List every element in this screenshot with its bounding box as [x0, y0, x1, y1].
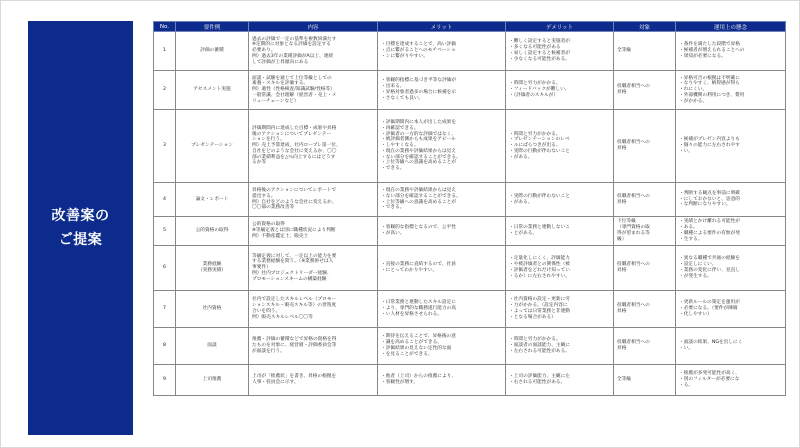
bullet-item: ・ れにくい。: [679, 87, 782, 93]
cell-text: 公的資格の取得: [195, 228, 229, 234]
bullet-item: ・ 他者（上司）からの推薦により、: [381, 374, 502, 380]
bullet-item: ・ 更新ルールの策定を運用が: [679, 300, 782, 306]
bullet-item: ・ ある。: [679, 225, 782, 231]
bullet-item: ・ 上位等級への意識を高めることが: [381, 200, 502, 206]
header-target: 対象: [614, 22, 676, 32]
cell-concern: [676, 246, 786, 291]
cell-target: [614, 217, 676, 246]
bullet-item: ・ より、専門的な職務遂行能力の高: [381, 306, 502, 312]
cell-concern: [676, 110, 786, 183]
bullet-item: ・ を見ることができる。: [381, 352, 502, 358]
proposal-table: [153, 21, 786, 396]
cell-line: 例）不動産鑑定士、販売士: [252, 233, 309, 239]
proposal-table-wrapper: [153, 21, 785, 435]
side-title-line-1: 改善案の: [51, 208, 110, 224]
bullet-item: ・ 客観性が増す。: [381, 380, 502, 386]
cell-line: 上司が「推薦状」を書き、昇格の根拠を: [252, 374, 337, 380]
cell-line: るか等: [252, 160, 267, 166]
table-row: [154, 32, 786, 71]
cell-line: 面談・試験を通じて上位等級としての: [252, 75, 332, 81]
header-concern: 運用上の懸念: [676, 22, 786, 32]
bullet-item: ・ がある。: [509, 200, 610, 206]
bullet-item: ・ 化しやすい）: [679, 312, 782, 318]
cell-text: 全等級: [617, 48, 632, 54]
bullet-item: ・ 時間と労力がかかる。: [509, 81, 610, 87]
cell-content: [249, 291, 378, 328]
cell-line: 等級定義に対して、一定以上の能力を要: [252, 253, 337, 259]
cell-target: [614, 32, 676, 71]
bullet-item: ・ （評価者のスキルが）: [509, 93, 610, 99]
cell-merit: [378, 183, 506, 217]
cell-content: [249, 365, 378, 396]
cell-line: 必要あり。: [252, 48, 276, 54]
cell-target: [614, 110, 676, 183]
bullet-item: ・ 実際の行動が伴わないこと: [509, 149, 610, 155]
table-row: [154, 217, 786, 246]
cell-concern: [676, 217, 786, 246]
bullet-item: ・ フィードバックが難しい。: [509, 87, 610, 93]
cell-target: [614, 183, 676, 217]
bullet-item: ・ 現在の業務や評価結果からは見え: [381, 188, 502, 194]
bullet-item: ・ なりやすく、納得感が得ら: [679, 81, 782, 87]
bullet-item: ・ 推薦が多発可能性が高く、: [679, 371, 782, 377]
table-row: [154, 246, 786, 291]
cell-line: して評価が上昇傾向にある: [252, 59, 309, 65]
cell-no: 7: [154, 291, 176, 328]
table-row: [154, 365, 786, 396]
cell-demerit: [506, 328, 614, 365]
bullet-item: ・ できる。: [381, 166, 502, 172]
cell-text: 論文・レポート: [195, 196, 229, 202]
bullet-item: ・ 面談者の面談能力、主観に: [509, 343, 610, 349]
bullet-item: ・ 難しく設定すると実施者が: [509, 39, 610, 45]
bullet-item: ・ さなくても良い。: [381, 96, 502, 102]
cell-line: ※定期的に対象となる評価を設定する: [252, 42, 331, 48]
header-item: 要件例: [176, 22, 249, 32]
cell-text: アセスメント実施: [193, 87, 231, 93]
cell-text: 面談: [207, 343, 217, 349]
cell-no: 3: [154, 110, 176, 183]
bullet-item: ・ い人材を昇格させられる。: [381, 312, 502, 318]
bullet-item: ・ が発生する。: [679, 274, 782, 280]
bullet-item: ・ 上位等級への意識を高めることが: [381, 160, 502, 166]
cell-line: する業務経験を問う。（※業務併せは人: [252, 259, 334, 265]
cell-line: 公的資格の取得: [252, 222, 285, 228]
bullet-item: ・ 判断する観点を事前に明確: [679, 191, 782, 197]
bullet-item: ・ い。: [679, 346, 782, 352]
bullet-item: ・ な判断になりやすい。: [679, 202, 782, 208]
cell-line: 例）自社をどのような会社に変えるか、: [252, 199, 337, 205]
cell-line: 例）適性（性格検査/知識試験/性格等）: [252, 87, 335, 93]
bullet-item: ・ 評価者をどれだけ知ってい: [509, 268, 610, 274]
cell-merit: [378, 291, 506, 328]
cell-demerit: [506, 246, 614, 291]
cell-item: [176, 110, 249, 183]
cell-item: [176, 183, 249, 217]
cell-text: 役職者相当への 昇格: [617, 84, 650, 95]
bullet-item: ・ 出来る。: [381, 84, 502, 90]
bullet-item: ・ 評価結果の見えない定性的な面: [381, 346, 502, 352]
cell-line: 例）過去3年の業績評価がA以上、連続: [252, 53, 334, 59]
cell-text: 役職者相当への 昇格: [617, 303, 650, 314]
cell-text: プレゼンテーション: [191, 143, 233, 149]
cell-line: 合いを問う。: [252, 309, 281, 314]
bullet-item: ・ にしておかないと、恣意的: [679, 197, 782, 203]
bullet-item: ・ 業務の変化に伴い、見直し: [679, 268, 782, 274]
cell-line: 事要件）: [252, 265, 271, 271]
bullet-item: ・ 識を高めることができる。: [381, 340, 502, 346]
cell-item: [176, 217, 249, 246]
cell-text: 社内資格: [202, 306, 222, 312]
bullet-item: ・ 時間と労力がかかる。: [509, 337, 610, 343]
bullet-item: ・ 候補がプレゼン内容よりも: [679, 137, 782, 143]
cell-target: [614, 246, 676, 291]
bullet-item: ・ 再確認できる。: [381, 126, 502, 132]
bullet-item: ・ ない部分を確認することができる。: [381, 155, 502, 161]
header-merit: メリット: [378, 22, 506, 32]
cell-concern: [676, 365, 786, 396]
table-row: [154, 328, 786, 365]
bullet-item: ・ がある。: [509, 155, 610, 161]
table-body: [154, 32, 786, 396]
bullet-item: ・ るか）に左右されやすい。: [509, 274, 610, 280]
cell-text: 役職者相当への 昇格: [617, 262, 650, 273]
bullet-item: ・ できる。: [381, 205, 502, 211]
header-no: No.: [154, 22, 176, 32]
cell-concern: [676, 32, 786, 71]
cell-no: 9: [154, 365, 176, 396]
cell-demerit: [506, 110, 614, 183]
bullet-item: ・ 易しく設定すると候補者が: [509, 51, 610, 57]
table-row: [154, 110, 786, 183]
cell-content: [249, 183, 378, 217]
bullet-item: ・ 点に繋がることへのモチベーショ: [381, 48, 502, 54]
cell-content: [249, 110, 378, 183]
cell-line: 素養・スキルを評価する。: [252, 81, 309, 87]
cell-item: [176, 328, 249, 365]
cell-item: [176, 246, 249, 291]
bullet-item: ・ 社内資格の設定・更新に労: [509, 297, 610, 303]
cell-target: [614, 365, 676, 396]
cell-no: 6: [154, 246, 176, 291]
cell-line: プロモーションスキームの構築経験: [252, 276, 327, 282]
cell-text: 役職者相当への 昇格: [617, 140, 650, 151]
cell-content: [249, 217, 378, 246]
cell-text: 評価の蓄積: [200, 48, 224, 54]
bullet-item: ・ となる場合がある）: [509, 315, 610, 321]
bullet-item: ・ 実績とかけ離れる可能性が: [679, 219, 782, 225]
bullet-item: ・ 設定しにくい。: [679, 262, 782, 268]
cell-line: 過去の評価で一定の基準を複数回満たす: [252, 36, 337, 42]
cell-line: ションスキル・販売スキル等）の習熟度: [252, 303, 337, 309]
bullet-item: ・ 左右される可能性がある。: [509, 349, 610, 355]
cell-text: 上司推薦: [202, 377, 222, 383]
cell-demerit: [506, 183, 614, 217]
bullet-item: ・ 必要になる。（要件が陳腐: [679, 306, 782, 312]
table-row: [154, 183, 786, 217]
cell-demerit: [506, 32, 614, 71]
cell-line: 後のアクションについてプレゼンテー: [252, 131, 332, 137]
bullet-item: ・ よっては日常業務と非連動: [509, 309, 610, 315]
cell-text: 役職者相当への 昇格: [617, 193, 650, 205]
bullet-item: ・ 生する。: [679, 237, 782, 243]
cell-concern: [676, 291, 786, 328]
cell-line: 自社をどのような会社に変えるか、〇〇: [252, 148, 337, 154]
cell-merit: [378, 365, 506, 396]
bullet-item: ・ 昇格対象者過多の場合に候補を示: [381, 90, 502, 96]
table-row: [154, 291, 786, 328]
bullet-item: ・ 候補者が増えられることへの: [679, 48, 782, 54]
cell-target: [614, 291, 676, 328]
bullet-item: ・ 被評価者側からも成果をアピール: [381, 137, 502, 143]
cell-line: 社内で設定したスキルレベル（プロモー: [252, 297, 337, 303]
cell-no: 1: [154, 32, 176, 71]
cell-item: [176, 32, 249, 71]
cell-target: [614, 71, 676, 110]
cell-item: [176, 365, 249, 396]
bullet-item: ・ 日常の業務と連動しないこ: [509, 225, 610, 231]
cell-line: ※等級定義とは別に職種状況により判断: [252, 228, 336, 234]
bullet-item: ・ 外部機関の利用につき、費用: [679, 93, 782, 99]
bullet-item: ・ 日常業務と連動したスキル設定に: [381, 300, 502, 306]
cell-merit: [378, 217, 506, 246]
cell-no: 8: [154, 328, 176, 365]
bullet-item: ・ 評価期間内に本人が出した成果を: [381, 120, 502, 126]
cell-demerit: [506, 365, 614, 396]
bullet-item: ・ ルにばらつきが出る。: [509, 143, 610, 149]
bullet-item: ・ 条件を満たした段階で昇格: [679, 42, 782, 48]
cell-line: 例）売上予算達成、社内ロープレ第一位、: [252, 143, 341, 149]
bullet-item: ・ 評価者の一方的な評価ではなく、: [381, 132, 502, 138]
bullet-item: ・ ない部分を確認することができる。: [381, 194, 502, 200]
bullet-item: ・ 上司の評価能力、主観に左: [509, 374, 610, 380]
cell-line: 推薦・評価の蓄積などで昇格の資格を得: [252, 337, 337, 343]
cell-merit: [378, 246, 506, 291]
bullet-item: ・ 昇格可否の根拠は不明確に: [679, 76, 782, 82]
bullet-item: ・ プレゼンテーションのレベ: [509, 137, 610, 143]
bullet-item: ・ 期待を伝えることで、昇格後の意: [381, 334, 502, 340]
bullet-item: ・ 職種による要件の有無が発: [679, 231, 782, 237]
bullet-item: ・ 客観的指標に基づき平等な評価が: [381, 78, 502, 84]
cell-line: 例）販売スキルレベル〇〇等: [252, 314, 313, 320]
bullet-item: ・ にとってわかりやすい。: [381, 268, 502, 274]
cell-concern: [676, 328, 786, 365]
bullet-item: ・ や被評価者との関係性（被: [509, 262, 610, 268]
bullet-item: ・ 時間と労力がかかる。: [509, 132, 610, 138]
cell-text: 役職者相当への 昇格: [617, 340, 650, 351]
bullet-item: ・ 定量化しにくく、評価能力: [509, 256, 610, 262]
bullet-item: ・ る。: [679, 383, 782, 389]
cell-merit: [378, 110, 506, 183]
cell-item: [176, 71, 249, 110]
table-header-row: [154, 22, 786, 32]
bullet-item: ・ 客観的な指標となるので、公平性: [381, 225, 502, 231]
cell-concern: [676, 183, 786, 217]
cell-text: 全等級: [617, 377, 632, 383]
bullet-item: ・ がかかる。: [679, 99, 782, 105]
bullet-item: ・ 周知が必要になる。: [679, 54, 782, 60]
side-title-panel: [28, 21, 133, 435]
cell-content: [249, 328, 378, 365]
bullet-item: ・ しやすくなる。: [381, 143, 502, 149]
bullet-item: ・ い。: [679, 149, 782, 155]
cell-no: 4: [154, 183, 176, 217]
bullet-item: ・ 右される可能性がある。: [509, 380, 610, 386]
cell-text: 下位等級 （専門資格の取 得が望まれる等 級）: [617, 219, 650, 242]
bullet-item: ・ 面談の結果、NGを出しにく: [679, 340, 782, 346]
bullet-item: ・ 別のフィルターが必要にな: [679, 377, 782, 383]
side-title-line-2: ご提案: [58, 232, 103, 248]
cell-text: 業務経験 （実務実績）: [197, 262, 227, 273]
cell-line: 昇格後のアクションについてレポートで: [252, 187, 337, 193]
cell-merit: [378, 328, 506, 365]
bullet-item: ・ 現在の業務や評価結果からは見え: [381, 149, 502, 155]
cell-demerit: [506, 291, 614, 328]
header-content: 内容: [249, 22, 378, 32]
side-title: [52, 204, 110, 252]
cell-merit: [378, 32, 506, 71]
cell-line: が面談を行う。: [252, 348, 285, 354]
bullet-item: ・ とがある。: [509, 231, 610, 237]
bullet-item: ・ 異なる職種で共通の経験を: [679, 256, 782, 262]
header-demerit: デメリット: [506, 22, 614, 32]
cell-no: 2: [154, 71, 176, 110]
bullet-item: ・ 直接の業務に直結するので、社員: [381, 262, 502, 268]
bullet-item: ・ 個々の能力に左右されやす: [679, 143, 782, 149]
cell-target: [614, 328, 676, 365]
cell-line: たものを対象に、経営層・評価委員会等: [252, 343, 337, 349]
cell-line: 例）社内プロジェクトリーダー経験、: [252, 270, 332, 276]
bullet-item: ・ が高い。: [381, 231, 502, 237]
bullet-item: ・ 目標を達成することで、高い評価: [381, 42, 502, 48]
cell-line: 一般常識、会社理解（経営者・売上・メ: [252, 92, 337, 98]
cell-line: 部の業績利益を△％向上するにはどうす: [252, 154, 336, 160]
cell-item: [176, 291, 249, 328]
cell-line: 人事・役員会に示す。: [252, 380, 299, 385]
cell-line: 提出する。: [252, 193, 276, 199]
bullet-item: ・ 少なくなる可能性がある。: [509, 57, 610, 63]
cell-content: [249, 246, 378, 291]
bullet-item: ・ 多くなる可能性がある: [509, 45, 610, 51]
cell-merit: [378, 71, 506, 110]
bullet-item: ・ ンに繋がりやすい。: [381, 54, 502, 60]
cell-line: リューチェーンなど）: [252, 98, 299, 104]
cell-no: 5: [154, 217, 176, 246]
cell-concern: [676, 71, 786, 110]
cell-demerit: [506, 71, 614, 110]
cell-demerit: [506, 217, 614, 246]
bullet-item: ・ 力がかかる。（設定内容に: [509, 303, 610, 309]
table-row: [154, 71, 786, 110]
cell-line: 評価期間内に達成した目標・成果や昇格: [252, 125, 337, 131]
cell-content: [249, 71, 378, 110]
cell-line: ションを行う。: [252, 137, 285, 143]
cell-content: [249, 32, 378, 71]
cell-line: 〇〇部の業務改善等: [252, 205, 295, 211]
bullet-item: ・ 実際の行動が伴わないこと: [509, 194, 610, 200]
